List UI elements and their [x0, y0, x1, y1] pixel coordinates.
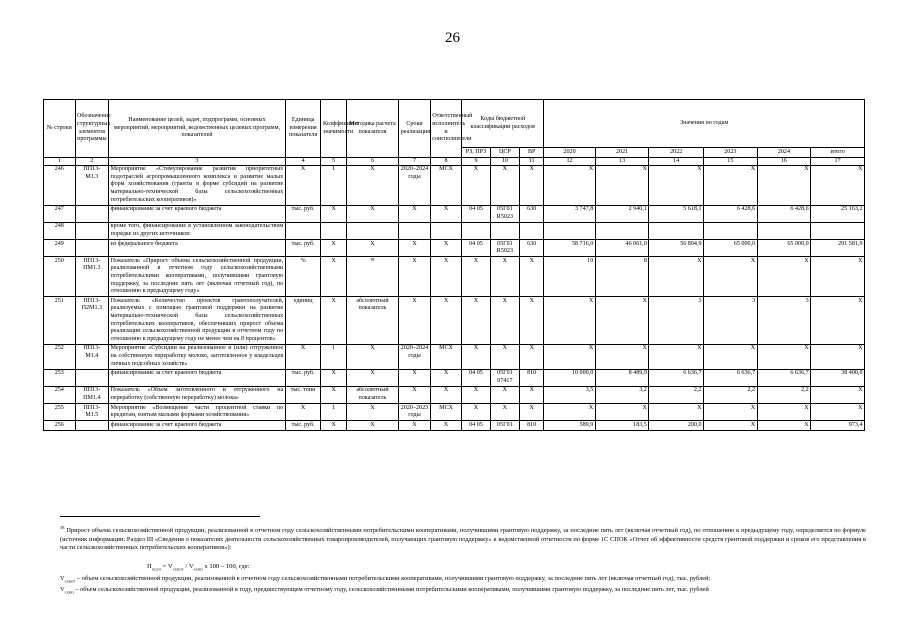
header-term: Сроки реализации	[399, 100, 431, 158]
value-2021-cell: 3,2	[595, 386, 649, 403]
unit-cell: тыс. тонн	[285, 386, 321, 403]
column-number: 4	[285, 158, 321, 166]
table-row	[44, 344, 865, 369]
coefficient-cell: X	[321, 297, 346, 345]
value-2023-cell: X	[704, 165, 758, 205]
item-name-cell: финансирование за счет краевого бюджета	[109, 421, 286, 431]
coefficient-cell: 1	[321, 165, 346, 205]
value-total-cell: 25 163,2	[811, 205, 865, 222]
header-year-2024: 2024	[757, 148, 811, 158]
rz-prz-cell	[462, 222, 490, 239]
responsible-cell: X	[430, 386, 462, 403]
value-2022-cell: 200,0	[649, 421, 704, 431]
column-number: 3	[109, 158, 286, 166]
vr-cell: 630	[520, 240, 544, 257]
row-number-cell: 254	[44, 386, 76, 403]
csr-cell	[490, 222, 519, 239]
row-number-cell: 255	[44, 404, 76, 421]
row-number-cell: 251	[44, 297, 76, 345]
value-2021-cell: 8 489,9	[595, 369, 649, 386]
value-2020-cell: 589,9	[544, 421, 596, 431]
coefficient-cell: X	[321, 369, 346, 386]
csr-cell: X	[490, 257, 519, 297]
column-number: 17	[811, 158, 865, 166]
row-number-cell: 256	[44, 421, 76, 431]
rz-prz-cell: X	[462, 386, 490, 403]
value-2020-cell: X	[544, 297, 596, 345]
column-number: 16	[757, 158, 811, 166]
value-total-cell: 973,4	[811, 421, 865, 431]
value-2021-cell: 8	[595, 257, 649, 297]
value-2023-cell: 65 000,0	[704, 240, 758, 257]
row-number-cell: 249	[44, 240, 76, 257]
header-unit: Единица измерения показателя	[285, 100, 321, 158]
rz-prz-cell: 04 05	[462, 240, 490, 257]
responsible-cell: МСХ	[430, 404, 462, 421]
rz-prz-cell: 04 05	[462, 421, 490, 431]
table-row	[44, 297, 865, 345]
csr-cell: X	[490, 404, 519, 421]
term-cell	[399, 222, 431, 239]
item-name-cell: финансирование за счет краевого бюджета	[109, 205, 286, 222]
term-cell: 2020–2023 годы	[399, 404, 431, 421]
value-2023-cell: X	[704, 257, 758, 297]
value-2021-cell: 2 940,1	[595, 205, 649, 222]
footnote-divider	[60, 516, 260, 517]
rz-prz-cell: 04 05	[462, 205, 490, 222]
value-total-cell: 38 400,0	[811, 369, 865, 386]
row-number-cell: 252	[44, 344, 76, 369]
term-cell: 2020–2024 годы	[399, 344, 431, 369]
value-2020-cell: 58 716,0	[544, 240, 596, 257]
header-year-2022: 2022	[649, 148, 704, 158]
element-code-cell: ПП13-ПМ1.3	[75, 257, 109, 297]
element-code-cell	[75, 205, 109, 222]
value-2023-cell: 6 428,6	[704, 205, 758, 222]
vr-cell: 630	[520, 205, 544, 222]
vr-cell: 810	[520, 421, 544, 431]
row-number-cell: 250	[44, 257, 76, 297]
column-number: 2	[75, 158, 109, 166]
coefficient-cell: X	[321, 386, 346, 403]
value-2023-cell: X	[704, 421, 758, 431]
header-total: итого	[811, 148, 865, 158]
header-element-code: Обозначение структурных элементов программы	[75, 100, 109, 158]
column-number: 10	[490, 158, 519, 166]
header-year-2020: 2020	[544, 148, 596, 158]
term-cell: X	[399, 205, 431, 222]
csr-cell: X	[490, 165, 519, 205]
header-csr: ЦСР	[490, 148, 519, 158]
column-number: 8	[430, 158, 462, 166]
value-2022-cell: 6 636,7	[649, 369, 704, 386]
value-2022-cell: 5 618,1	[649, 205, 704, 222]
coefficient-cell: X	[321, 240, 346, 257]
method-cell: X	[346, 344, 399, 369]
responsible-cell: X	[430, 421, 462, 431]
method-cell: X	[346, 369, 399, 386]
column-number: 6	[346, 158, 399, 166]
value-2024-cell: 3	[757, 297, 811, 345]
vr-cell: X	[520, 257, 544, 297]
column-number: 13	[595, 158, 649, 166]
vr-cell	[520, 222, 544, 239]
rz-prz-cell: 04 05	[462, 369, 490, 386]
value-2024-cell: X	[757, 257, 811, 297]
value-2020-cell: X	[544, 165, 596, 205]
csr-cell: 05Г01 R5023	[490, 240, 519, 257]
definition-line	[60, 575, 866, 586]
term-cell: X	[399, 297, 431, 345]
vr-cell: 810	[520, 369, 544, 386]
column-numbers-row	[44, 158, 865, 166]
value-2021-cell: 183,5	[595, 421, 649, 431]
unit-cell: X	[285, 165, 321, 205]
row-number-cell: 247	[44, 205, 76, 222]
table-body	[44, 158, 865, 431]
term-cell: X	[399, 369, 431, 386]
element-code-cell	[75, 222, 109, 239]
value-2023-cell: 3	[704, 297, 758, 345]
item-name-cell: Мероприятие «Возмещение части процентной ставки по кредитам, взятым малыми формами хозяйствования»	[109, 404, 286, 421]
column-number: 11	[520, 158, 544, 166]
term-cell: X	[399, 240, 431, 257]
value-2023-cell: X	[704, 404, 758, 421]
header-responsible: Ответственный исполнитель и соисполнители	[430, 100, 462, 158]
responsible-cell: X	[430, 257, 462, 297]
method-cell: X	[346, 404, 399, 421]
header-vr: ВР	[520, 148, 544, 158]
value-total-cell: X	[811, 165, 865, 205]
responsible-cell	[430, 222, 462, 239]
column-number: 14	[649, 158, 704, 166]
coefficient-cell: 1	[321, 404, 346, 421]
csr-cell: 05Г01	[490, 421, 519, 431]
value-2020-cell: 3,5	[544, 386, 596, 403]
rz-prz-cell: X	[462, 165, 490, 205]
unit-cell: %	[285, 257, 321, 297]
item-name-cell: Мероприятие «Стимулирование развития приоритетных подотраслей агропромышленного комплекса и развитие малых форм хозяйствования (гранты в форме субсидий на развитие материально-технической базы сельскохозяйственных потребительских кооперативов)»	[109, 165, 286, 205]
footnote-marker: 38	[60, 525, 65, 530]
term-cell: 2020–2024 годы	[399, 165, 431, 205]
vr-cell: X	[520, 165, 544, 205]
responsible-cell: X	[430, 297, 462, 345]
element-code-cell: ПП13-М1.4	[75, 344, 109, 369]
method-cell: X	[346, 421, 399, 431]
definition-text: – объем сельскохозяйственной продукции, реализованной в отчетном году сельскохозяйственными потребительскими кооперативами, получившими грантовую поддержку, за последние пять лет (включая отчетный год), тыс. рублей;	[75, 575, 711, 582]
table-row	[44, 165, 865, 205]
value-2021-cell: X	[595, 165, 649, 205]
footnote-text: Прирост объема сельскохозяйственной продукции, реализованной в отчетном году сельскохозяйственными потребительскими кооперативами, получившими грантовую поддержку, за последние пять лет (включая отчетный год), по отношению к предыдущему году, определяется по формуле (источник информации: Раздел III «Сведения о показателях деятельности сельскохозяйственных товаропроизводителей, получающих грантовую поддержку» к ведомственной отчетности по форме 1С СПОК «Отчет об эффективности средств грантовой поддержки и сроков его представления в части сельскохозяйственных потребительских кооперативов»):	[60, 527, 866, 552]
value-2020-cell: 3 747,8	[544, 205, 596, 222]
definition-text: – объем сельскохозяйственной продукции, реализованной в году, предшествующем отчетному году, сельскохозяйственными потребительскими кооперативами, получившими грантовую поддержку, за последние пять лет, тыс. рублей	[73, 585, 709, 593]
value-total-cell: X	[811, 344, 865, 369]
responsible-cell: X	[430, 369, 462, 386]
formula-subscript: схпот	[172, 566, 184, 572]
table-row	[44, 240, 865, 257]
rz-prz-cell: X	[462, 257, 490, 297]
vr-cell: X	[520, 404, 544, 421]
responsible-cell: X	[430, 240, 462, 257]
coefficient-cell: X	[321, 421, 346, 431]
value-total-cell	[811, 222, 865, 239]
value-2020-cell: X	[544, 344, 596, 369]
value-2022-cell: 3	[649, 297, 704, 345]
element-code-cell	[75, 421, 109, 431]
vr-cell: X	[520, 386, 544, 403]
column-number: 15	[704, 158, 758, 166]
element-code-cell	[75, 369, 109, 386]
value-2024-cell: 6 428,6	[757, 205, 811, 222]
column-number: 1	[44, 158, 76, 166]
value-2024-cell: X	[757, 344, 811, 369]
item-name-cell: Показатель «Объем заготовленного и отгруженного на переработку (собственную переработку) молока»	[109, 386, 286, 403]
item-name-cell: финансирование за счет краевого бюджета	[109, 369, 286, 386]
item-name-cell: Показатель «Прирост объема сельскохозяйственной продукции, реализованной в отчетном году сельскохозяйственными потребительскими кооперативами, получившими грантовую поддержку, за последние пять лет (включая отчетный год), по отношению к предыдущему году»	[109, 257, 286, 297]
value-2024-cell: X	[757, 165, 811, 205]
header-values-by-year: Значения по годам	[544, 100, 865, 148]
method-cell: X	[346, 165, 399, 205]
term-cell: X	[399, 421, 431, 431]
term-cell: X	[399, 386, 431, 403]
page-number: 26	[445, 30, 460, 46]
column-number: 12	[544, 158, 596, 166]
method-cell: абсолютный показатель	[346, 297, 399, 345]
value-2023-cell	[704, 222, 758, 239]
responsible-cell: МСХ	[430, 165, 462, 205]
column-number: 9	[462, 158, 490, 166]
header-rz-prz: РЗ, ПРЗ	[462, 148, 490, 158]
value-total-cell: 291 581,9	[811, 240, 865, 257]
value-2022-cell	[649, 222, 704, 239]
item-name-cell: из федерального бюджета	[109, 240, 286, 257]
formula-subscript: схпп	[193, 566, 203, 572]
definition-symbol: V	[60, 585, 65, 593]
row-number-cell: 253	[44, 369, 76, 386]
rz-prz-cell: X	[462, 344, 490, 369]
unit-cell: тыс. руб.	[285, 240, 321, 257]
value-2021-cell: X	[595, 344, 649, 369]
csr-cell: 05Г01 07417	[490, 369, 519, 386]
formula-definitions	[60, 575, 866, 597]
value-2022-cell: X	[649, 344, 704, 369]
definition-line	[60, 586, 866, 597]
header-name: Наименование целей, задач, подпрограмм, основных мероприятий, мероприятий, ведомственных целевых программ, показателей	[109, 100, 286, 158]
unit-cell: тыс. руб.	[285, 369, 321, 386]
footnote	[60, 524, 866, 553]
method-cell: абсолютный показатель	[346, 386, 399, 403]
value-2021-cell	[595, 222, 649, 239]
value-2022-cell: 56 804,9	[649, 240, 704, 257]
table-row	[44, 421, 865, 431]
table-header	[44, 100, 865, 158]
value-2024-cell: X	[757, 421, 811, 431]
formula-part: = V	[160, 563, 173, 570]
value-2024-cell: 6 636,7	[757, 369, 811, 386]
value-2021-cell: 46 061,0	[595, 240, 649, 257]
header-budget-codes: Коды бюджетной классификации расходов	[462, 100, 544, 148]
table-row	[44, 369, 865, 386]
value-total-cell: X	[811, 404, 865, 421]
formula	[147, 563, 250, 571]
value-2022-cell: 2,2	[649, 386, 704, 403]
unit-cell	[285, 222, 321, 239]
header-year-2023: 2023	[704, 148, 758, 158]
value-2024-cell: 65 000,0	[757, 240, 811, 257]
element-code-cell: ПП13-ПМ1.4	[75, 386, 109, 403]
definition-subscript: схпот	[64, 578, 76, 584]
element-code-cell: ПП13-М1.5	[75, 404, 109, 421]
value-total-cell: X	[811, 257, 865, 297]
item-name-cell: Показатель «Количество проектов грантополучателей, реализуемых с помощью грантовой поддержки на развитие материально-технической базы сельскохозяйственных потребительских кооперативов, обеспечивших прирост объема реализации сельскохозяйственной продукции в отчетном году по отношению к предыдущему году не менее чем на 8 процентов»	[109, 297, 286, 345]
csr-cell: X	[490, 297, 519, 345]
responsible-cell: МСХ	[430, 344, 462, 369]
program-table	[43, 99, 865, 431]
column-number: 7	[399, 158, 431, 166]
definition-symbol: V	[60, 575, 65, 582]
item-name-cell: Мероприятие «Субсидии на реализованное и (или) отгруженное на собственную переработку молоко, заготовленное у владельцев личных подсобных хозяйств»	[109, 344, 286, 369]
table-row	[44, 222, 865, 239]
value-2022-cell: X	[649, 165, 704, 205]
row-number-cell: 248	[44, 222, 76, 239]
value-2023-cell: 6 636,7	[704, 369, 758, 386]
unit-cell: тыс. руб.	[285, 205, 321, 222]
value-2022-cell: X	[649, 404, 704, 421]
formula-symbol: П	[147, 563, 152, 570]
coefficient-cell: 1	[321, 344, 346, 369]
rz-prz-cell: X	[462, 297, 490, 345]
unit-cell: X	[285, 344, 321, 369]
value-2021-cell: X	[595, 404, 649, 421]
rz-prz-cell: X	[462, 404, 490, 421]
header-year-2021: 2021	[595, 148, 649, 158]
row-number-cell: 246	[44, 165, 76, 205]
coefficient-cell	[321, 222, 346, 239]
method-cell: X	[346, 240, 399, 257]
table-row	[44, 205, 865, 222]
unit-cell: X	[285, 404, 321, 421]
method-cell: X	[346, 205, 399, 222]
csr-cell: 05Г01 R5023	[490, 205, 519, 222]
term-cell: X	[399, 257, 431, 297]
unit-cell: тыс. руб.	[285, 421, 321, 431]
method-cell	[346, 222, 399, 239]
value-total-cell: X	[811, 386, 865, 403]
element-code-cell: ПП13-М1.3	[75, 165, 109, 205]
coefficient-cell: X	[321, 205, 346, 222]
value-2024-cell: 2,2	[757, 386, 811, 403]
value-2023-cell: 2,2	[704, 386, 758, 403]
formula-part: х 100 – 100, где:	[202, 563, 250, 570]
value-2020-cell	[544, 222, 596, 239]
header-row-number: № строки	[44, 100, 76, 158]
unit-cell: единиц	[285, 297, 321, 345]
element-code-cell: ПП13-П2М1.3	[75, 297, 109, 345]
vr-cell: X	[520, 344, 544, 369]
table-row	[44, 386, 865, 403]
method-cell: ³⁸	[346, 257, 399, 297]
formula-part: / V	[183, 563, 194, 570]
definition-subscript: схпп	[64, 589, 74, 595]
value-2020-cell: X	[544, 404, 596, 421]
header-coefficient: Коэффициент значимости	[321, 100, 346, 158]
column-number: 5	[321, 158, 346, 166]
coefficient-cell: X	[321, 257, 346, 297]
table-row	[44, 257, 865, 297]
vr-cell: X	[520, 297, 544, 345]
csr-cell: X	[490, 344, 519, 369]
item-name-cell: кроме того, финансирование в установленном законодательством порядке из других источников:	[109, 222, 286, 239]
value-2020-cell: 10 000,0	[544, 369, 596, 386]
value-2024-cell: X	[757, 404, 811, 421]
value-2020-cell: 10	[544, 257, 596, 297]
header-method: Методика расчета показателя	[346, 100, 399, 158]
element-code-cell	[75, 240, 109, 257]
responsible-cell: X	[430, 205, 462, 222]
table-row	[44, 404, 865, 421]
value-2023-cell: X	[704, 344, 758, 369]
csr-cell: X	[490, 386, 519, 403]
formula-subscript: осхп	[151, 566, 161, 572]
value-2022-cell: X	[649, 257, 704, 297]
value-2024-cell	[757, 222, 811, 239]
value-2021-cell: X	[595, 297, 649, 345]
value-total-cell: X	[811, 297, 865, 345]
